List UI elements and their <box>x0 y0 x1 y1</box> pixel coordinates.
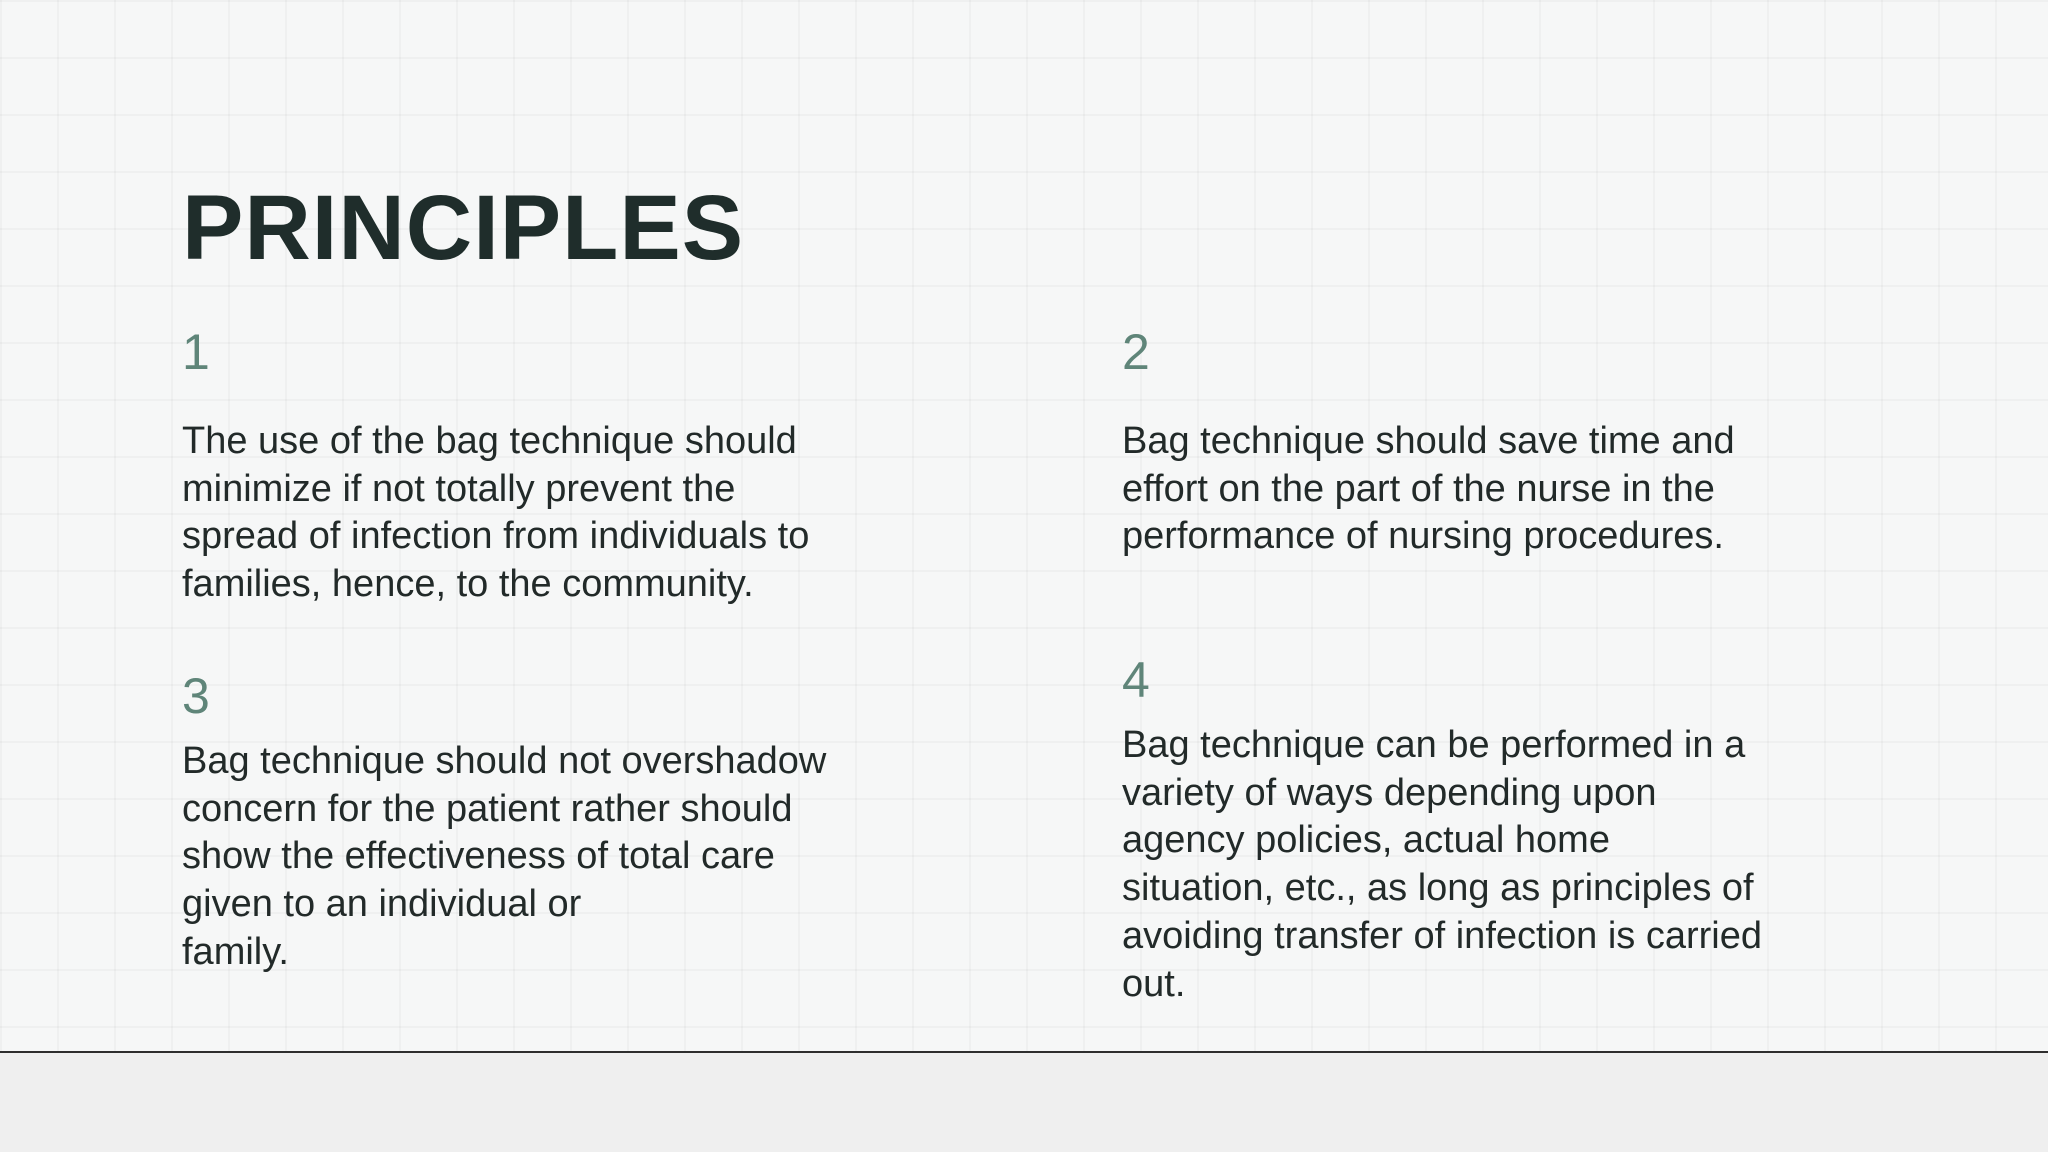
principle-number: 1 <box>182 324 210 380</box>
principle-item-2 <box>1122 324 1842 561</box>
principle-text: Bag technique should save time and effort on the part of the nurse in the performance of nursing procedures. <box>1122 420 1735 558</box>
principle-item-3 <box>182 668 902 977</box>
principle-text: Bag technique should not overshadow concern for the patient rather should show the effectiveness of total care given to an individual or family. <box>182 740 827 973</box>
slide-title: PRINCIPLES <box>182 177 745 279</box>
principle-text: The use of the bag technique should minimize if not totally prevent the spread of infection from individuals to families, hence, to the community. <box>182 420 810 606</box>
principle-number: 3 <box>182 668 210 724</box>
principle-number: 4 <box>1122 652 1150 708</box>
principle-number: 2 <box>1122 324 1150 380</box>
principle-item-1 <box>182 324 902 609</box>
principle-item-4 <box>1122 652 1842 1008</box>
bottom-bar <box>0 1051 2048 1152</box>
principle-text: Bag technique can be performed in a variety of ways depending upon agency policies, actual home situation, etc., as long as principles of avoiding transfer of infection is carried out. <box>1122 724 1762 1005</box>
